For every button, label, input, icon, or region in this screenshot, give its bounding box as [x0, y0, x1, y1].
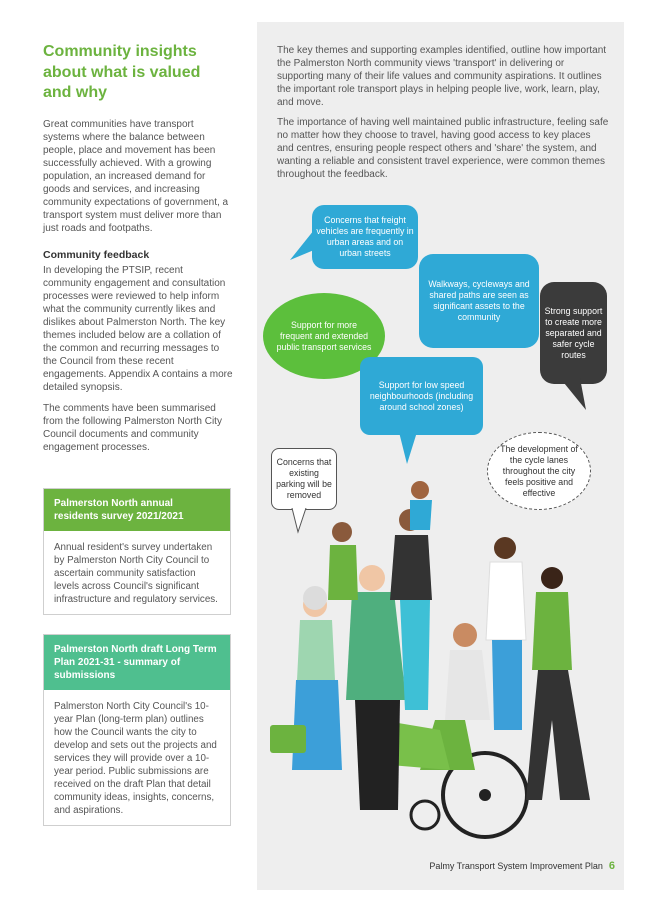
page-number: 6 [608, 860, 615, 872]
left-column [43, 42, 233, 454]
bubble-low-speed: Support for low speed neighbourhoods (including around school zones) [360, 357, 483, 435]
page-footer [429, 860, 615, 872]
bubble-parking: Concerns that existing parking will be removed [271, 448, 337, 510]
long-term-plan-box [43, 634, 231, 826]
bubble-strong-tail [558, 378, 588, 412]
bubble-freight-tail [288, 228, 316, 262]
feedback-heading: Community feedback [43, 248, 150, 261]
feedback-paragraph-2: The comments have been summarised from the following Palmerston North City Council documents and community engagement processes. [43, 402, 222, 453]
footer-title: Palmy Transport System Improvement Plan [429, 861, 603, 871]
bubble-cycle-lanes: The development of the cycle lanes throughout the city feels positive and effective [487, 432, 591, 510]
residents-survey-box [43, 488, 231, 615]
feedback-paragraph-1: In developing the PTSIP, recent community engagement and consultation processes were reviewed to help inform what the community currently likes and dislikes about Palmerston North. The key themes included below are a collation of the common and recurring messages to the Council from these recent engagements. Appendix A contains a more detailed synopsis. [43, 264, 233, 393]
bubble-frequent-services: Support for more frequent and extended public transport services [263, 293, 385, 379]
bubble-strong-support: Strong support to create more separated and safer cycle routes [540, 282, 607, 384]
bubble-walkways: Walkways, cycleways and shared paths are seen as significant assets to the community [419, 254, 539, 348]
community-people-illustration [260, 470, 620, 840]
page-heading: Community insights about what is valued and why [43, 43, 201, 101]
right-paragraph-1: The key themes and supporting examples identified, outline how important the Palmerston North community views 'transport' in delivering or supporting many of their life values and community aspirations. It outlines the important role transport plays in helping people live, work, learn, play, and move. [277, 45, 607, 108]
bubble-low-speed-tail [395, 432, 421, 466]
residents-survey-body: Annual resident's survey undertaken by Palmerston North City Council to ascertain community satisfaction levels across Council's significant infrastructure and regulatory services. [54, 542, 218, 605]
right-text [277, 44, 609, 181]
bubble-freight: Concerns that freight vehicles are frequently in urban areas and on urban streets [312, 205, 418, 269]
long-term-plan-title: Palmerston North draft Long Term Plan 2021-31 - summary of submissions [44, 635, 230, 690]
right-paragraph-2: The importance of having well maintained public infrastructure, feeling safe no matter how they choose to travel, having good access to key places and centres, ensuring people respect others and 'share' the system, and wanting a reliable and consistent travel experience, were common themes throughout the feedback. [277, 117, 609, 180]
long-term-plan-body: Palmerston North City Council's 10-year Plan (long-term plan) outlines how the Council wants the city to develop and sets out the projects and services they will provide over a 10-year period. Public submissions are received on the draft Plan that detail community ideas, insights, concerns, and aspirations. [54, 701, 217, 816]
residents-survey-title: Palmerston North annual residents survey 2021/2021 [44, 489, 230, 531]
intro-paragraph: Great communities have transport systems where the balance between people, place and movement has been successfully achieved. With a growing population, an increased demand for goods and services, and increasing community expectations of government, a transport system must deliver more than just roads and footpaths. [43, 118, 229, 234]
